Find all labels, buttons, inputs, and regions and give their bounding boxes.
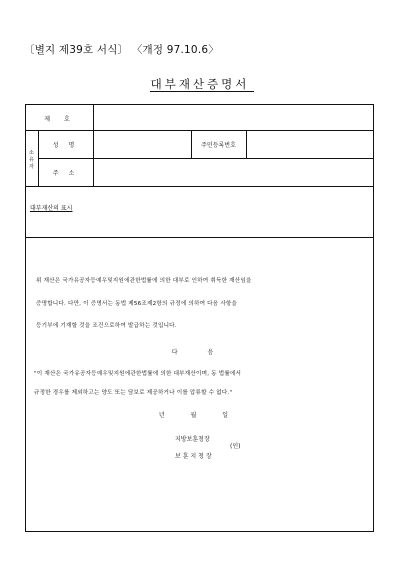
owner-section-bottom-line [26,186,373,187]
seal-mark: (인) [230,443,241,450]
body-line-1: 위 재산은 국가유공자등예우및지원에관한법률에 의한 대부로 인하여 취득한 재산임을 [36,278,252,284]
number-label: 제 호 [44,116,76,123]
name-label: 성 명 [52,142,79,149]
side-label-char-2: 유 [29,157,34,163]
form-box [25,104,374,532]
date-line: 년 월 일 [158,412,241,419]
side-label-divider [38,130,39,186]
row1-divider [93,105,94,130]
name-row-bottom-line [38,158,373,159]
notice-line-2: 규정한 경우를 제외하고는 양도 또는 담보로 제공하거나 이를 압류할 수 없다." [34,390,233,396]
side-label-char-1: 소 [29,150,34,156]
document-title: 대부재산증명서 [150,77,250,91]
body-line-2: 증명합니다. 다만, 이 증명서는 동법 제56조제2항의 규정에 의하여 다음 사항을 [36,301,238,307]
notice-heading: 다 음 [171,349,228,356]
notice-line-1: "이 재산은 국가유공자등예우및지원에관한법률에 의한 대부재산이며, 동 법률에서 [34,371,242,377]
regional-office-name: 지방보훈청장 [175,436,210,443]
property-section-bottom-line [26,237,373,238]
title-underline [150,91,254,92]
label-column-divider [93,130,94,186]
resident-id-label: 주민등록번호 [201,142,236,149]
row1-bottom-line [26,130,373,131]
address-label: 주 소 [52,170,79,177]
id-label-divider [246,130,247,158]
side-label-char-3: 자 [29,164,34,170]
property-display-label: 대부재산의 표시 [30,205,73,212]
form-header: 〔별지 제39호 서식〕 〈개정 97.10.6〉 [24,44,219,56]
body-line-3: 등기부에 기재할 것을 조건으로하여 발급하는 것입니다. [36,323,177,329]
branch-office-name: 보 훈 지 청 장 [175,453,212,460]
